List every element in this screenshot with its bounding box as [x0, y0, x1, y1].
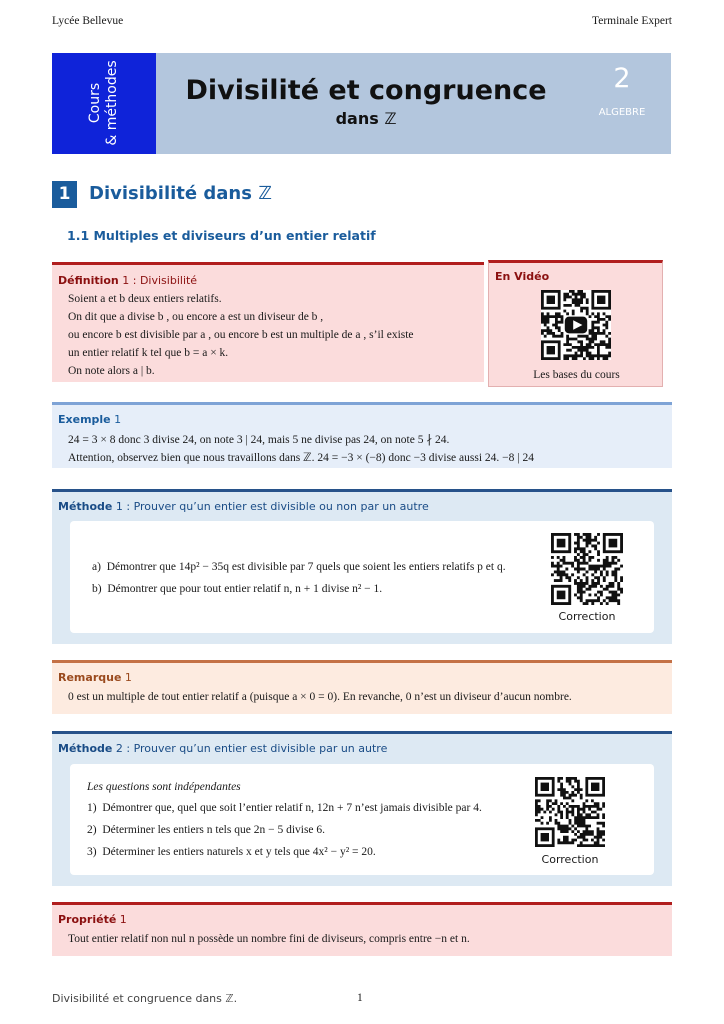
correction-caption[interactable]: Correction [558, 610, 616, 623]
video-title: En Vidéo [495, 270, 550, 283]
exercise-item: 3) Déterminer les entiers naturels x et y tels que 4x² − y² = 20. [87, 846, 376, 858]
chapter-category: ALGEBRE [598, 107, 646, 118]
school-name: Lycée Bellevue [52, 15, 124, 27]
property-box [52, 902, 672, 956]
subsection-title: 1.1 Multiples et diviseurs d’un entier relatif [67, 228, 376, 243]
method-2-box [52, 731, 672, 886]
definition-line: On note alors a | b. [68, 365, 155, 377]
chapter-subtitle: dans ℤ [335, 109, 397, 128]
property-text: Tout entier relatif non nul n possède un nombre fini de diviseurs, compris entre −n et n. [68, 933, 470, 945]
exercise-item: 1) Démontrer que, quel que soit l’entier relatif n, 12n + 7 n’est jamais divisible par 4. [87, 802, 482, 814]
method-1-box [52, 489, 672, 644]
correction-caption[interactable]: Correction [541, 853, 599, 866]
remark-text: 0 est un multiple de tout entier relatif a (puisque a × 0 = 0). En revanche, 0 n’est un diviseur d’aucun nombre. [68, 691, 572, 703]
exercise-item: 2) Déterminer les entiers n tels que 2n − 5 divise 6. [87, 824, 326, 836]
exercise-item: b) Démontrer que pour tout entier relatif n, n + 1 divise n² − 1. [92, 583, 383, 595]
chapter-title: Divisilité et congruence [185, 75, 547, 106]
chapter-banner [52, 53, 671, 154]
chapter-number: 2 [613, 63, 631, 94]
correction-qr-code[interactable] [551, 533, 623, 605]
banner-side-label [52, 53, 156, 154]
remark-title: Remarque 1 [58, 671, 132, 684]
correction-qr-code[interactable] [535, 777, 605, 847]
method-1-exercise [70, 521, 654, 633]
page-number: 1 [357, 992, 363, 1004]
definition-line: un entier relatif k tel que b = a × k. [68, 347, 229, 359]
definition-line: Soient a et b deux entiers relatifs. [68, 293, 222, 305]
remark-box [52, 660, 672, 714]
side-label-line2: & méthodes [104, 60, 120, 146]
example-title: Exemple 1 [58, 413, 122, 426]
method-2-title: Méthode 2 : Prouver qu’un entier est divisible par un autre [58, 742, 388, 755]
side-label-line1: Cours [87, 82, 103, 124]
definition-line: ou encore b est divisible par a , ou encore b est un multiple de a , s’il existe [68, 329, 414, 341]
exercise-intro: Les questions sont indépendantes [87, 781, 241, 793]
video-caption[interactable]: Les bases du cours [533, 369, 620, 381]
example-box [52, 402, 672, 468]
video-box [488, 260, 663, 387]
definition-line: On dit que a divise b , ou encore a est un diviseur de b , [68, 311, 324, 323]
section-title: Divisibilité dans ℤ [89, 183, 272, 204]
method-2-exercise [70, 764, 654, 875]
section-number: 1 [52, 181, 77, 208]
method-1-title: Méthode 1 : Prouver qu’un entier est divisible ou non par un autre [58, 500, 429, 513]
exercise-item: a) Démontrer que 14p² − 35q est divisible par 7 quels que soient les entiers relatifs p et q. [92, 561, 506, 573]
definition-box [52, 262, 484, 382]
video-qr-code[interactable] [541, 290, 611, 360]
class-level: Terminale Expert [592, 15, 672, 27]
definition-title: Définition 1 : Divisibilité [58, 274, 198, 287]
footer-title: Divisibilité et congruence dans ℤ. [52, 992, 238, 1005]
property-title: Propriété 1 [58, 913, 127, 926]
example-line: Attention, observez bien que nous travaillons dans ℤ. 24 = −3 × (−8) donc −3 divise aussi 24. −8 | 24 [68, 452, 534, 464]
example-line: 24 = 3 × 8 donc 3 divise 24, on note 3 | 24, mais 5 ne divise pas 24, on note 5 ∤ 24. [68, 434, 450, 446]
